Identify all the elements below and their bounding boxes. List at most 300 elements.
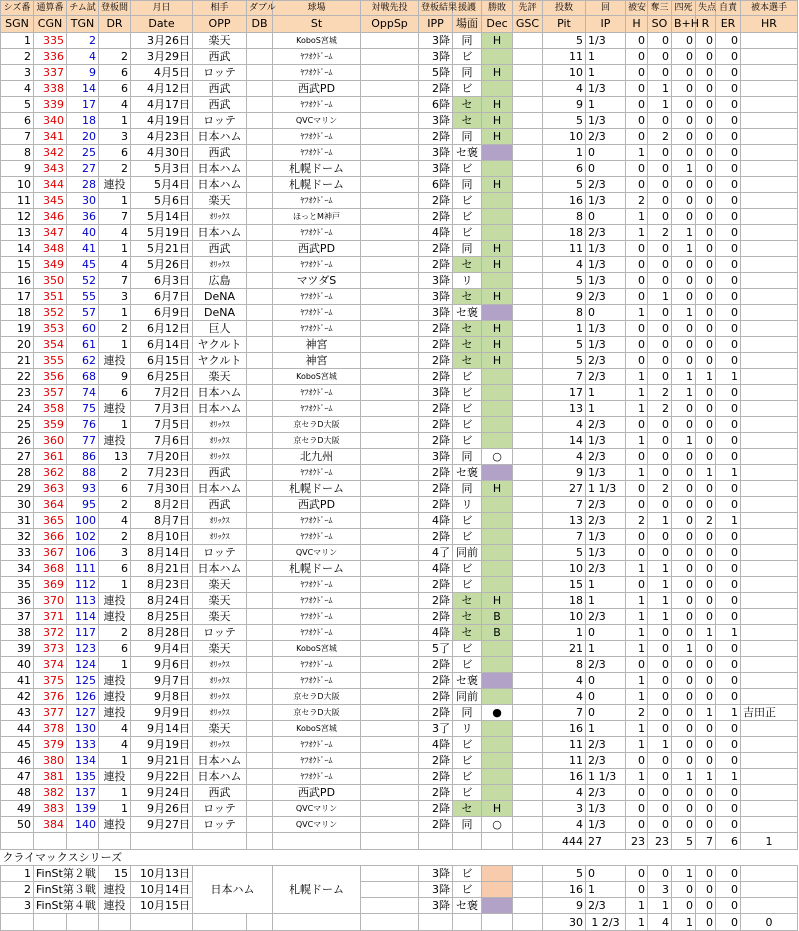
cell-date: 7月23日 bbox=[131, 465, 193, 481]
cell-tgn: 27 bbox=[67, 161, 99, 177]
cell-er: 1 bbox=[716, 465, 741, 481]
cell-empty bbox=[247, 321, 273, 337]
cell-h: 0 bbox=[626, 129, 648, 145]
cell-sc: ビ bbox=[453, 81, 482, 97]
cell-ipp: 2降 bbox=[419, 673, 453, 689]
cell-so: 0 bbox=[648, 465, 672, 481]
table-row bbox=[1, 753, 798, 769]
cell-st: KoboS宮城 bbox=[273, 721, 361, 737]
cell-so: 0 bbox=[648, 305, 672, 321]
cell-empty bbox=[513, 417, 543, 433]
column-header: 先評 bbox=[513, 1, 543, 16]
cell-empty bbox=[453, 833, 482, 850]
cell-dec: H bbox=[482, 129, 513, 145]
cell-dr: 連投 bbox=[99, 673, 131, 689]
cell-er: 0 bbox=[716, 737, 741, 753]
cell-sgn: 39 bbox=[1, 641, 34, 657]
cell-er: 0 bbox=[716, 593, 741, 609]
cell-dr: 連投 bbox=[99, 353, 131, 369]
cell-so: 0 bbox=[648, 721, 672, 737]
cell-empty bbox=[1, 914, 34, 931]
cell-sgn: 49 bbox=[1, 801, 34, 817]
cell-opp: 西武 bbox=[193, 241, 247, 257]
cell-sgn: 26 bbox=[1, 433, 34, 449]
table-row bbox=[1, 866, 798, 882]
cell-sc: ビ bbox=[453, 209, 482, 225]
cell-tgn: 127 bbox=[67, 705, 99, 721]
cell-h: 1 bbox=[626, 898, 648, 914]
table-row bbox=[1, 882, 798, 898]
cell-bh: 0 bbox=[672, 401, 696, 417]
cell-sc: ビ bbox=[453, 417, 482, 433]
cell-empty bbox=[482, 833, 513, 850]
cell-tgn: 106 bbox=[67, 545, 99, 561]
cell-empty bbox=[741, 866, 798, 882]
table-row bbox=[1, 561, 798, 577]
cell-dr: 1 bbox=[99, 657, 131, 673]
cell-er: 0 bbox=[716, 177, 741, 193]
cell-empty bbox=[513, 641, 543, 657]
cell-empty bbox=[247, 833, 273, 850]
cell-date: 8月7日 bbox=[131, 513, 193, 529]
cell-er: 0 bbox=[716, 49, 741, 65]
cell-pit: 5 bbox=[543, 545, 586, 561]
cell-er: 0 bbox=[716, 321, 741, 337]
cell-pit: 10 bbox=[543, 561, 586, 577]
cell-empty bbox=[247, 657, 273, 673]
cell-cgn: 373 bbox=[34, 641, 67, 657]
cell-so: 0 bbox=[648, 817, 672, 833]
cell-er: 1 bbox=[716, 369, 741, 385]
cell-hr bbox=[741, 673, 798, 689]
cell-h: 0 bbox=[626, 113, 648, 129]
cell-empty bbox=[247, 641, 273, 657]
cell-empty bbox=[513, 241, 543, 257]
cell-so: 0 bbox=[648, 113, 672, 129]
cell-opp: 日本ハム bbox=[193, 769, 247, 785]
cell-st: 京セラD大阪 bbox=[273, 705, 361, 721]
cell-ipp: 2降 bbox=[419, 657, 453, 673]
column-header: 被本選手 bbox=[741, 1, 798, 16]
cell-empty bbox=[247, 273, 273, 289]
cell-empty bbox=[361, 257, 419, 273]
cell-sc: ビ bbox=[453, 385, 482, 401]
cell-so: 1 bbox=[648, 593, 672, 609]
cell-dec: ● bbox=[482, 705, 513, 721]
cell-stage: FinSt第２戦 bbox=[34, 866, 99, 882]
table-row bbox=[1, 785, 798, 801]
cell-r: 0 bbox=[696, 753, 716, 769]
cell-opp: DeNA bbox=[193, 289, 247, 305]
cell-empty bbox=[361, 401, 419, 417]
table-row bbox=[1, 353, 798, 369]
cell-sgn: 36 bbox=[1, 593, 34, 609]
cell-r: 0 bbox=[696, 161, 716, 177]
cell-ip: 0 bbox=[586, 673, 626, 689]
table-row bbox=[1, 113, 798, 129]
cell-empty bbox=[513, 898, 543, 914]
cell-date: 9月14日 bbox=[131, 721, 193, 737]
cell-empty bbox=[247, 417, 273, 433]
cell-tgn: 61 bbox=[67, 337, 99, 353]
cell-empty bbox=[513, 385, 543, 401]
cell-st: 京セラD大阪 bbox=[273, 433, 361, 449]
cell-empty bbox=[247, 673, 273, 689]
cell-sgn: 15 bbox=[1, 257, 34, 273]
cell-ip: 1 bbox=[586, 641, 626, 657]
cell-sc: セ bbox=[453, 97, 482, 113]
cell-tgn: 45 bbox=[67, 257, 99, 273]
cell-date: 3月29日 bbox=[131, 49, 193, 65]
cell-er: 0 bbox=[716, 193, 741, 209]
cell-dec: H bbox=[482, 289, 513, 305]
cell-n: 3 bbox=[1, 898, 34, 914]
cell-empty bbox=[193, 914, 247, 931]
cell-ipp: 3降 bbox=[419, 161, 453, 177]
header-row-japanese bbox=[1, 1, 798, 16]
cell-r: 0 bbox=[696, 177, 716, 193]
cell-hr bbox=[741, 481, 798, 497]
cell-tgn: 86 bbox=[67, 449, 99, 465]
cell-bh: 0 bbox=[672, 145, 696, 161]
cell-bh: 1 bbox=[672, 641, 696, 657]
cs-total-row bbox=[1, 914, 798, 931]
cell-dec bbox=[482, 145, 513, 161]
cell-empty bbox=[131, 914, 193, 931]
cell-hr bbox=[741, 753, 798, 769]
cell-opp: 西武 bbox=[193, 81, 247, 97]
cs-opp: 日本ハム bbox=[193, 866, 273, 914]
cell-dec bbox=[482, 513, 513, 529]
cell-cgn: 338 bbox=[34, 81, 67, 97]
column-header: 援護 bbox=[453, 1, 482, 16]
cell-so: 0 bbox=[648, 433, 672, 449]
cell-ip: 1/3 bbox=[586, 433, 626, 449]
cell-dec bbox=[482, 737, 513, 753]
cell-sgn: 22 bbox=[1, 369, 34, 385]
column-header: GSC bbox=[513, 16, 543, 33]
table-row bbox=[1, 689, 798, 705]
cell-hr bbox=[741, 737, 798, 753]
cell-opp: 日本ハム bbox=[193, 753, 247, 769]
cell-sc: セ bbox=[453, 113, 482, 129]
cell-ipp: 2降 bbox=[419, 769, 453, 785]
cell-cgn: 345 bbox=[34, 193, 67, 209]
cell-empty bbox=[1, 833, 34, 850]
cell-ip: 1/3 bbox=[586, 241, 626, 257]
cell-opp: 楽天 bbox=[193, 721, 247, 737]
cell-sgn: 23 bbox=[1, 385, 34, 401]
cell-dec bbox=[482, 561, 513, 577]
cell-dr: 2 bbox=[99, 161, 131, 177]
cell-er: 1 bbox=[716, 769, 741, 785]
cell-dec bbox=[482, 497, 513, 513]
cell-hr bbox=[741, 577, 798, 593]
cell-so: 0 bbox=[648, 625, 672, 641]
cell-ipp: 4降 bbox=[419, 625, 453, 641]
cell-bh: 0 bbox=[672, 417, 696, 433]
cell-dr: 7 bbox=[99, 273, 131, 289]
cell-er: 1 bbox=[716, 705, 741, 721]
cell-pit: 5 bbox=[543, 33, 586, 49]
cell-pit: 7 bbox=[543, 529, 586, 545]
cell-ipp: 2降 bbox=[419, 209, 453, 225]
cell-opp: ロッテ bbox=[193, 801, 247, 817]
cell-empty bbox=[361, 866, 419, 882]
cell-tgn: 20 bbox=[67, 129, 99, 145]
total-r: 7 bbox=[696, 833, 716, 850]
cell-sc: セ bbox=[453, 289, 482, 305]
cell-sc: ビ bbox=[453, 737, 482, 753]
cell-ip: 1 bbox=[586, 49, 626, 65]
cell-tgn: 135 bbox=[67, 769, 99, 785]
cell-ip: 2/3 bbox=[586, 785, 626, 801]
cell-date: 5月26日 bbox=[131, 257, 193, 273]
cell-h: 0 bbox=[626, 866, 648, 882]
cell-hr: 吉田正 bbox=[741, 705, 798, 721]
cell-date: 9月4日 bbox=[131, 641, 193, 657]
cell-st: ﾔﾌｵｸﾄﾞｰﾑ bbox=[273, 401, 361, 417]
cell-empty bbox=[361, 898, 419, 914]
cell-h: 1 bbox=[626, 209, 648, 225]
cell-r: 0 bbox=[696, 289, 716, 305]
cell-sc: 同 bbox=[453, 817, 482, 833]
cell-hr bbox=[741, 625, 798, 641]
cell-cgn: 360 bbox=[34, 433, 67, 449]
cell-empty bbox=[247, 113, 273, 129]
cell-ipp: 6降 bbox=[419, 177, 453, 193]
cell-r: 0 bbox=[696, 433, 716, 449]
cell-empty bbox=[361, 337, 419, 353]
cell-tgn: 134 bbox=[67, 753, 99, 769]
cell-bh: 0 bbox=[672, 129, 696, 145]
cell-dec bbox=[482, 689, 513, 705]
cell-sc: 同 bbox=[453, 177, 482, 193]
cell-sc: ビ bbox=[453, 433, 482, 449]
cell-dr: 4 bbox=[99, 737, 131, 753]
cell-h: 0 bbox=[626, 753, 648, 769]
cell-st: 札幌ドーム bbox=[273, 177, 361, 193]
cell-empty bbox=[513, 497, 543, 513]
cell-ipp: 2降 bbox=[419, 497, 453, 513]
cell-dec: H bbox=[482, 321, 513, 337]
cell-bh: 1 bbox=[672, 225, 696, 241]
cell-h: 1 bbox=[626, 145, 648, 161]
cell-dr: 6 bbox=[99, 65, 131, 81]
cell-empty bbox=[247, 449, 273, 465]
table-row bbox=[1, 161, 798, 177]
cell-empty bbox=[513, 305, 543, 321]
cell-tgn: 68 bbox=[67, 369, 99, 385]
cell-pit: 10 bbox=[543, 65, 586, 81]
cell-empty bbox=[361, 369, 419, 385]
cell-ip: 0 bbox=[586, 145, 626, 161]
cell-tgn: 40 bbox=[67, 225, 99, 241]
cell-dr: 6 bbox=[99, 145, 131, 161]
cell-dr: 2 bbox=[99, 625, 131, 641]
cell-so: 0 bbox=[648, 209, 672, 225]
cell-pit: 10 bbox=[543, 609, 586, 625]
cell-empty bbox=[247, 481, 273, 497]
cell-r: 0 bbox=[696, 898, 716, 914]
cell-bh: 0 bbox=[672, 545, 696, 561]
cell-date: 9月7日 bbox=[131, 673, 193, 689]
cell-empty bbox=[247, 401, 273, 417]
cell-ip: 1/3 bbox=[586, 81, 626, 97]
cell-hr bbox=[741, 241, 798, 257]
cell-date: 9月24日 bbox=[131, 785, 193, 801]
cell-hr bbox=[741, 321, 798, 337]
cell-ip: 1/3 bbox=[586, 321, 626, 337]
cell-er: 0 bbox=[716, 353, 741, 369]
cell-empty bbox=[361, 657, 419, 673]
cell-sc: 同 bbox=[453, 33, 482, 49]
cell-dr: 6 bbox=[99, 561, 131, 577]
cell-empty bbox=[361, 33, 419, 49]
column-header: シズ番 bbox=[1, 1, 34, 16]
cell-r: 0 bbox=[696, 305, 716, 321]
header-row-abbrev bbox=[1, 16, 798, 33]
cell-tgn: 57 bbox=[67, 305, 99, 321]
cell-hr bbox=[741, 433, 798, 449]
cell-empty bbox=[513, 593, 543, 609]
cell-er: 0 bbox=[716, 417, 741, 433]
cell-r: 0 bbox=[696, 33, 716, 49]
cell-empty bbox=[419, 914, 453, 931]
cell-so: 0 bbox=[648, 529, 672, 545]
cell-opp: 日本ハム bbox=[193, 561, 247, 577]
cell-tgn: 114 bbox=[67, 609, 99, 625]
cell-hr bbox=[741, 657, 798, 673]
cell-ipp: 2降 bbox=[419, 593, 453, 609]
cell-date: 5月3日 bbox=[131, 161, 193, 177]
cell-hr bbox=[741, 689, 798, 705]
cell-hr bbox=[741, 497, 798, 513]
cell-sgn: 14 bbox=[1, 241, 34, 257]
cell-so: 0 bbox=[648, 161, 672, 177]
column-header: 勝敗 bbox=[482, 1, 513, 16]
cell-bh: 0 bbox=[672, 97, 696, 113]
cell-sgn: 38 bbox=[1, 625, 34, 641]
cell-cgn: 376 bbox=[34, 689, 67, 705]
cell-r: 0 bbox=[696, 689, 716, 705]
cell-empty bbox=[513, 801, 543, 817]
cell-date: 4月5日 bbox=[131, 65, 193, 81]
cell-sc: セ褒 bbox=[453, 305, 482, 321]
cell-sgn: 34 bbox=[1, 561, 34, 577]
cell-st: 京セラD大阪 bbox=[273, 417, 361, 433]
cell-sgn: 44 bbox=[1, 721, 34, 737]
cell-h: 0 bbox=[626, 657, 648, 673]
cell-tgn: 93 bbox=[67, 481, 99, 497]
cell-sgn: 6 bbox=[1, 113, 34, 129]
cell-empty bbox=[247, 289, 273, 305]
cell-h: 0 bbox=[626, 97, 648, 113]
cell-opp: DeNA bbox=[193, 305, 247, 321]
cell-so: 1 bbox=[648, 609, 672, 625]
cell-ip: 2/3 bbox=[586, 417, 626, 433]
cell-dr: 1 bbox=[99, 305, 131, 321]
cell-so: 1 bbox=[648, 577, 672, 593]
cell-er: 0 bbox=[716, 289, 741, 305]
total-hr: 1 bbox=[741, 833, 798, 850]
table-row bbox=[1, 337, 798, 353]
cell-sc: セ褒 bbox=[453, 465, 482, 481]
cell-empty bbox=[247, 513, 273, 529]
cell-empty bbox=[513, 273, 543, 289]
table-row bbox=[1, 577, 798, 593]
cell-opp: 日本ハム bbox=[193, 129, 247, 145]
cell-ip: 2/3 bbox=[586, 657, 626, 673]
cell-empty bbox=[247, 369, 273, 385]
cell-bh: 0 bbox=[672, 593, 696, 609]
cell-bh: 0 bbox=[672, 721, 696, 737]
table-row bbox=[1, 625, 798, 641]
cell-pit: 4 bbox=[543, 785, 586, 801]
cell-pit: 13 bbox=[543, 513, 586, 529]
total-pit: 444 bbox=[543, 833, 586, 850]
cell-dec: ○ bbox=[482, 817, 513, 833]
cell-bh: 0 bbox=[672, 817, 696, 833]
table-row bbox=[1, 898, 798, 914]
cell-sgn: 50 bbox=[1, 817, 34, 833]
table-body bbox=[1, 1, 798, 931]
cell-ipp: 5了 bbox=[419, 641, 453, 657]
table-row bbox=[1, 417, 798, 433]
cell-empty bbox=[361, 209, 419, 225]
cell-r: 0 bbox=[696, 449, 716, 465]
cell-r: 0 bbox=[696, 225, 716, 241]
table-row bbox=[1, 465, 798, 481]
cell-st: ﾔﾌｵｸﾄﾞｰﾑ bbox=[273, 65, 361, 81]
cell-empty bbox=[361, 705, 419, 721]
cell-opp: 西武 bbox=[193, 465, 247, 481]
cell-date: 8月25日 bbox=[131, 609, 193, 625]
cell-st: ﾔﾌｵｸﾄﾞｰﾑ bbox=[273, 593, 361, 609]
cell-sc: セ bbox=[453, 609, 482, 625]
cell-opp: 楽天 bbox=[193, 193, 247, 209]
cell-r: 0 bbox=[696, 353, 716, 369]
cell-pit: 7 bbox=[543, 497, 586, 513]
cell-date: 7月6日 bbox=[131, 433, 193, 449]
cell-cgn: 363 bbox=[34, 481, 67, 497]
cell-dr: 3 bbox=[99, 545, 131, 561]
cell-st: 札幌ドーム bbox=[273, 161, 361, 177]
cell-sgn: 30 bbox=[1, 497, 34, 513]
cell-date: 9月22日 bbox=[131, 769, 193, 785]
cell-dr: 7 bbox=[99, 209, 131, 225]
cell-pit: 8 bbox=[543, 209, 586, 225]
cell-h: 0 bbox=[626, 882, 648, 898]
cell-date: 9月19日 bbox=[131, 737, 193, 753]
cell-cgn: 351 bbox=[34, 289, 67, 305]
table-row bbox=[1, 385, 798, 401]
cell-pit: 5 bbox=[543, 273, 586, 289]
cell-opp: 日本ハム bbox=[193, 177, 247, 193]
cell-ipp: 2降 bbox=[419, 785, 453, 801]
cell-empty bbox=[361, 481, 419, 497]
cell-tgn: 117 bbox=[67, 625, 99, 641]
cell-ip: 1/3 bbox=[586, 465, 626, 481]
cell-hr bbox=[741, 97, 798, 113]
cell-empty bbox=[247, 129, 273, 145]
cell-empty bbox=[247, 161, 273, 177]
cell-date: 4月19日 bbox=[131, 113, 193, 129]
cell-cgn: 372 bbox=[34, 625, 67, 641]
cell-pit: 1 bbox=[543, 321, 586, 337]
cell-sc: ビ bbox=[453, 577, 482, 593]
cell-ip: 1 bbox=[586, 882, 626, 898]
